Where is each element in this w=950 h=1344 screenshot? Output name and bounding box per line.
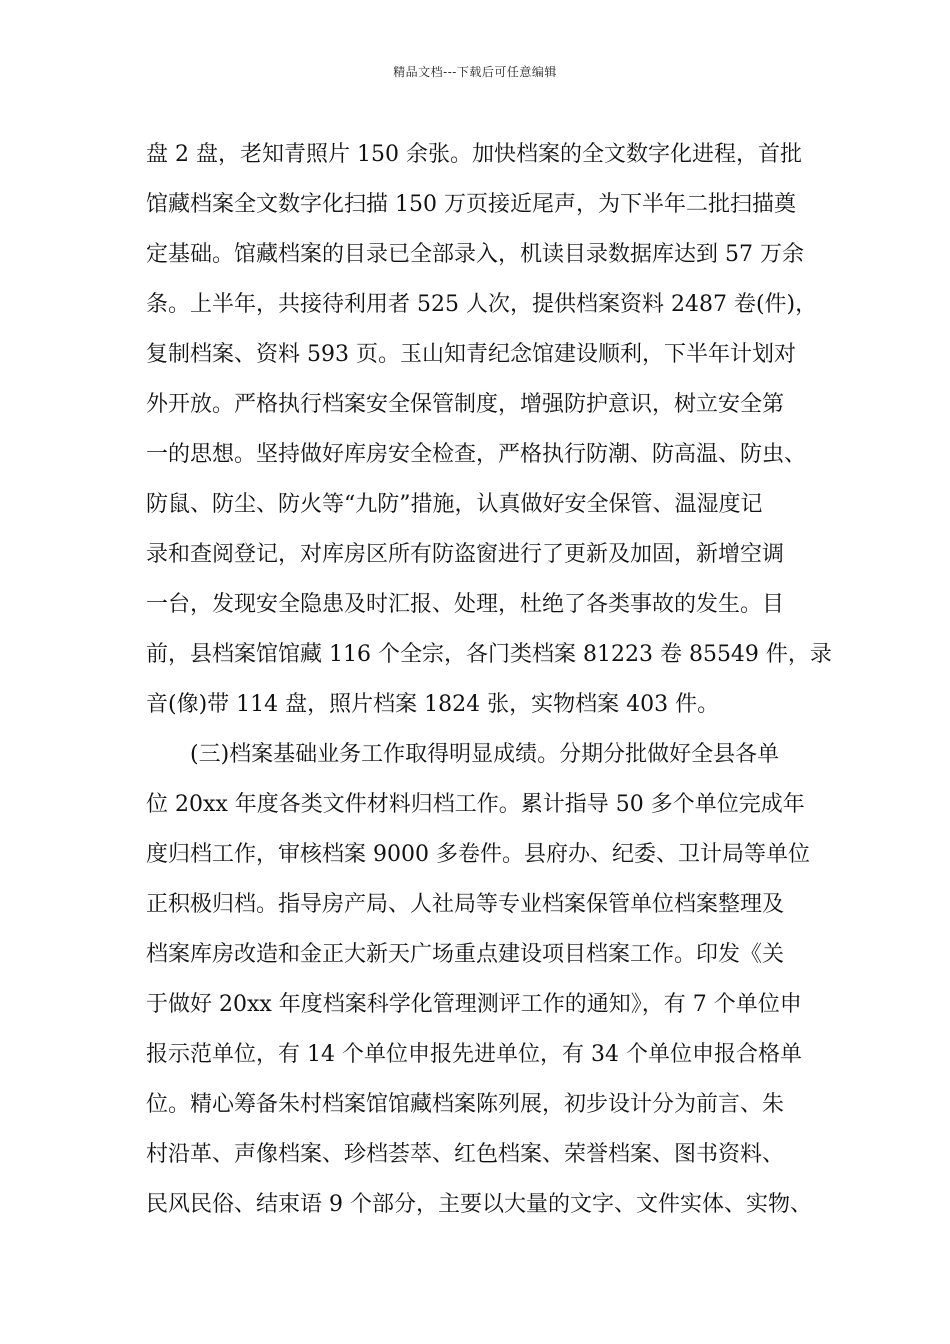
text-line: 录和查阅登记，对库房区所有防盗窗进行了更新及加固，新增空调 bbox=[146, 542, 785, 567]
text-line: 档案库房改造和金正大新天广场重点建设项目档案工作。印发《关 bbox=[146, 942, 785, 967]
text-line: 条。上半年，共接待利用者 525 人次，提供档案资料 2487 卷(件)， bbox=[146, 292, 818, 317]
body-text bbox=[146, 130, 836, 1230]
text-line: 村沿革、声像档案、珍档荟萃、红色档案、荣誉档案、图书资料、 bbox=[146, 1142, 785, 1167]
text-line: 前，县档案馆馆藏 116 个全宗，各门类档案 81223 卷 85549 件，录 bbox=[146, 642, 832, 667]
text-line: 报示范单位，有 14 个单位申报先进单位，有 34 个单位申报合格单 bbox=[146, 1042, 802, 1067]
text-line: 馆藏档案全文数字化扫描 150 万页接近尾声，为下半年二批扫描奠 bbox=[146, 192, 796, 217]
text-line: 复制档案、资料 593 页。玉山知青纪念馆建设顺利，下半年计划对 bbox=[146, 342, 796, 367]
text-line: 一台，发现安全隐患及时汇报、处理，杜绝了各类事故的发生。目 bbox=[146, 592, 785, 617]
text-line: 度归档工作，审核档案 9000 多卷件。县府办、纪委、卫计局等单位 bbox=[146, 842, 810, 867]
text-line: 外开放。严格执行档案安全保管制度，增强防护意识，树立安全第 bbox=[146, 392, 785, 417]
text-line: 定基础。馆藏档案的目录已全部录入，机读目录数据库达到 57 万余 bbox=[146, 242, 804, 267]
text-line: 位 20xx 年度各类文件材料归档工作。累计指导 50 多个单位完成年 bbox=[146, 792, 805, 817]
text-line: 正积极归档。指导房产局、人社局等专业档案保管单位档案整理及 bbox=[146, 892, 785, 917]
text-line: 一的思想。坚持做好库房安全检查，严格执行防潮、防高温、防虫、 bbox=[146, 442, 807, 467]
paragraph-start-line: (三)档案基础业务工作取得明显成绩。分期分批做好全县各单 bbox=[190, 742, 780, 767]
text-line: 民风民俗、结束语 9 个部分，主要以大量的文字、文件实体、实物、 bbox=[146, 1192, 812, 1217]
text-line: 音(像)带 114 盘，照片档案 1824 张，实物档案 403 件。 bbox=[146, 692, 720, 717]
text-line: 防鼠、防尘、防火等“九防”措施，认真做好安全保管、温湿度记 bbox=[146, 492, 763, 517]
text-line: 位。精心筹备朱村档案馆馆藏档案陈列展，初步设计分为前言、朱 bbox=[146, 1092, 785, 1117]
text-line: 于做好 20xx 年度档案科学化管理测评工作的通知》，有 7 个单位申 bbox=[146, 992, 802, 1017]
page-header: 精品文档---下载后可任意编辑 bbox=[393, 65, 557, 79]
text-line: 盘 2 盘，老知青照片 150 余张。加快档案的全文数字化进程，首批 bbox=[146, 142, 802, 167]
